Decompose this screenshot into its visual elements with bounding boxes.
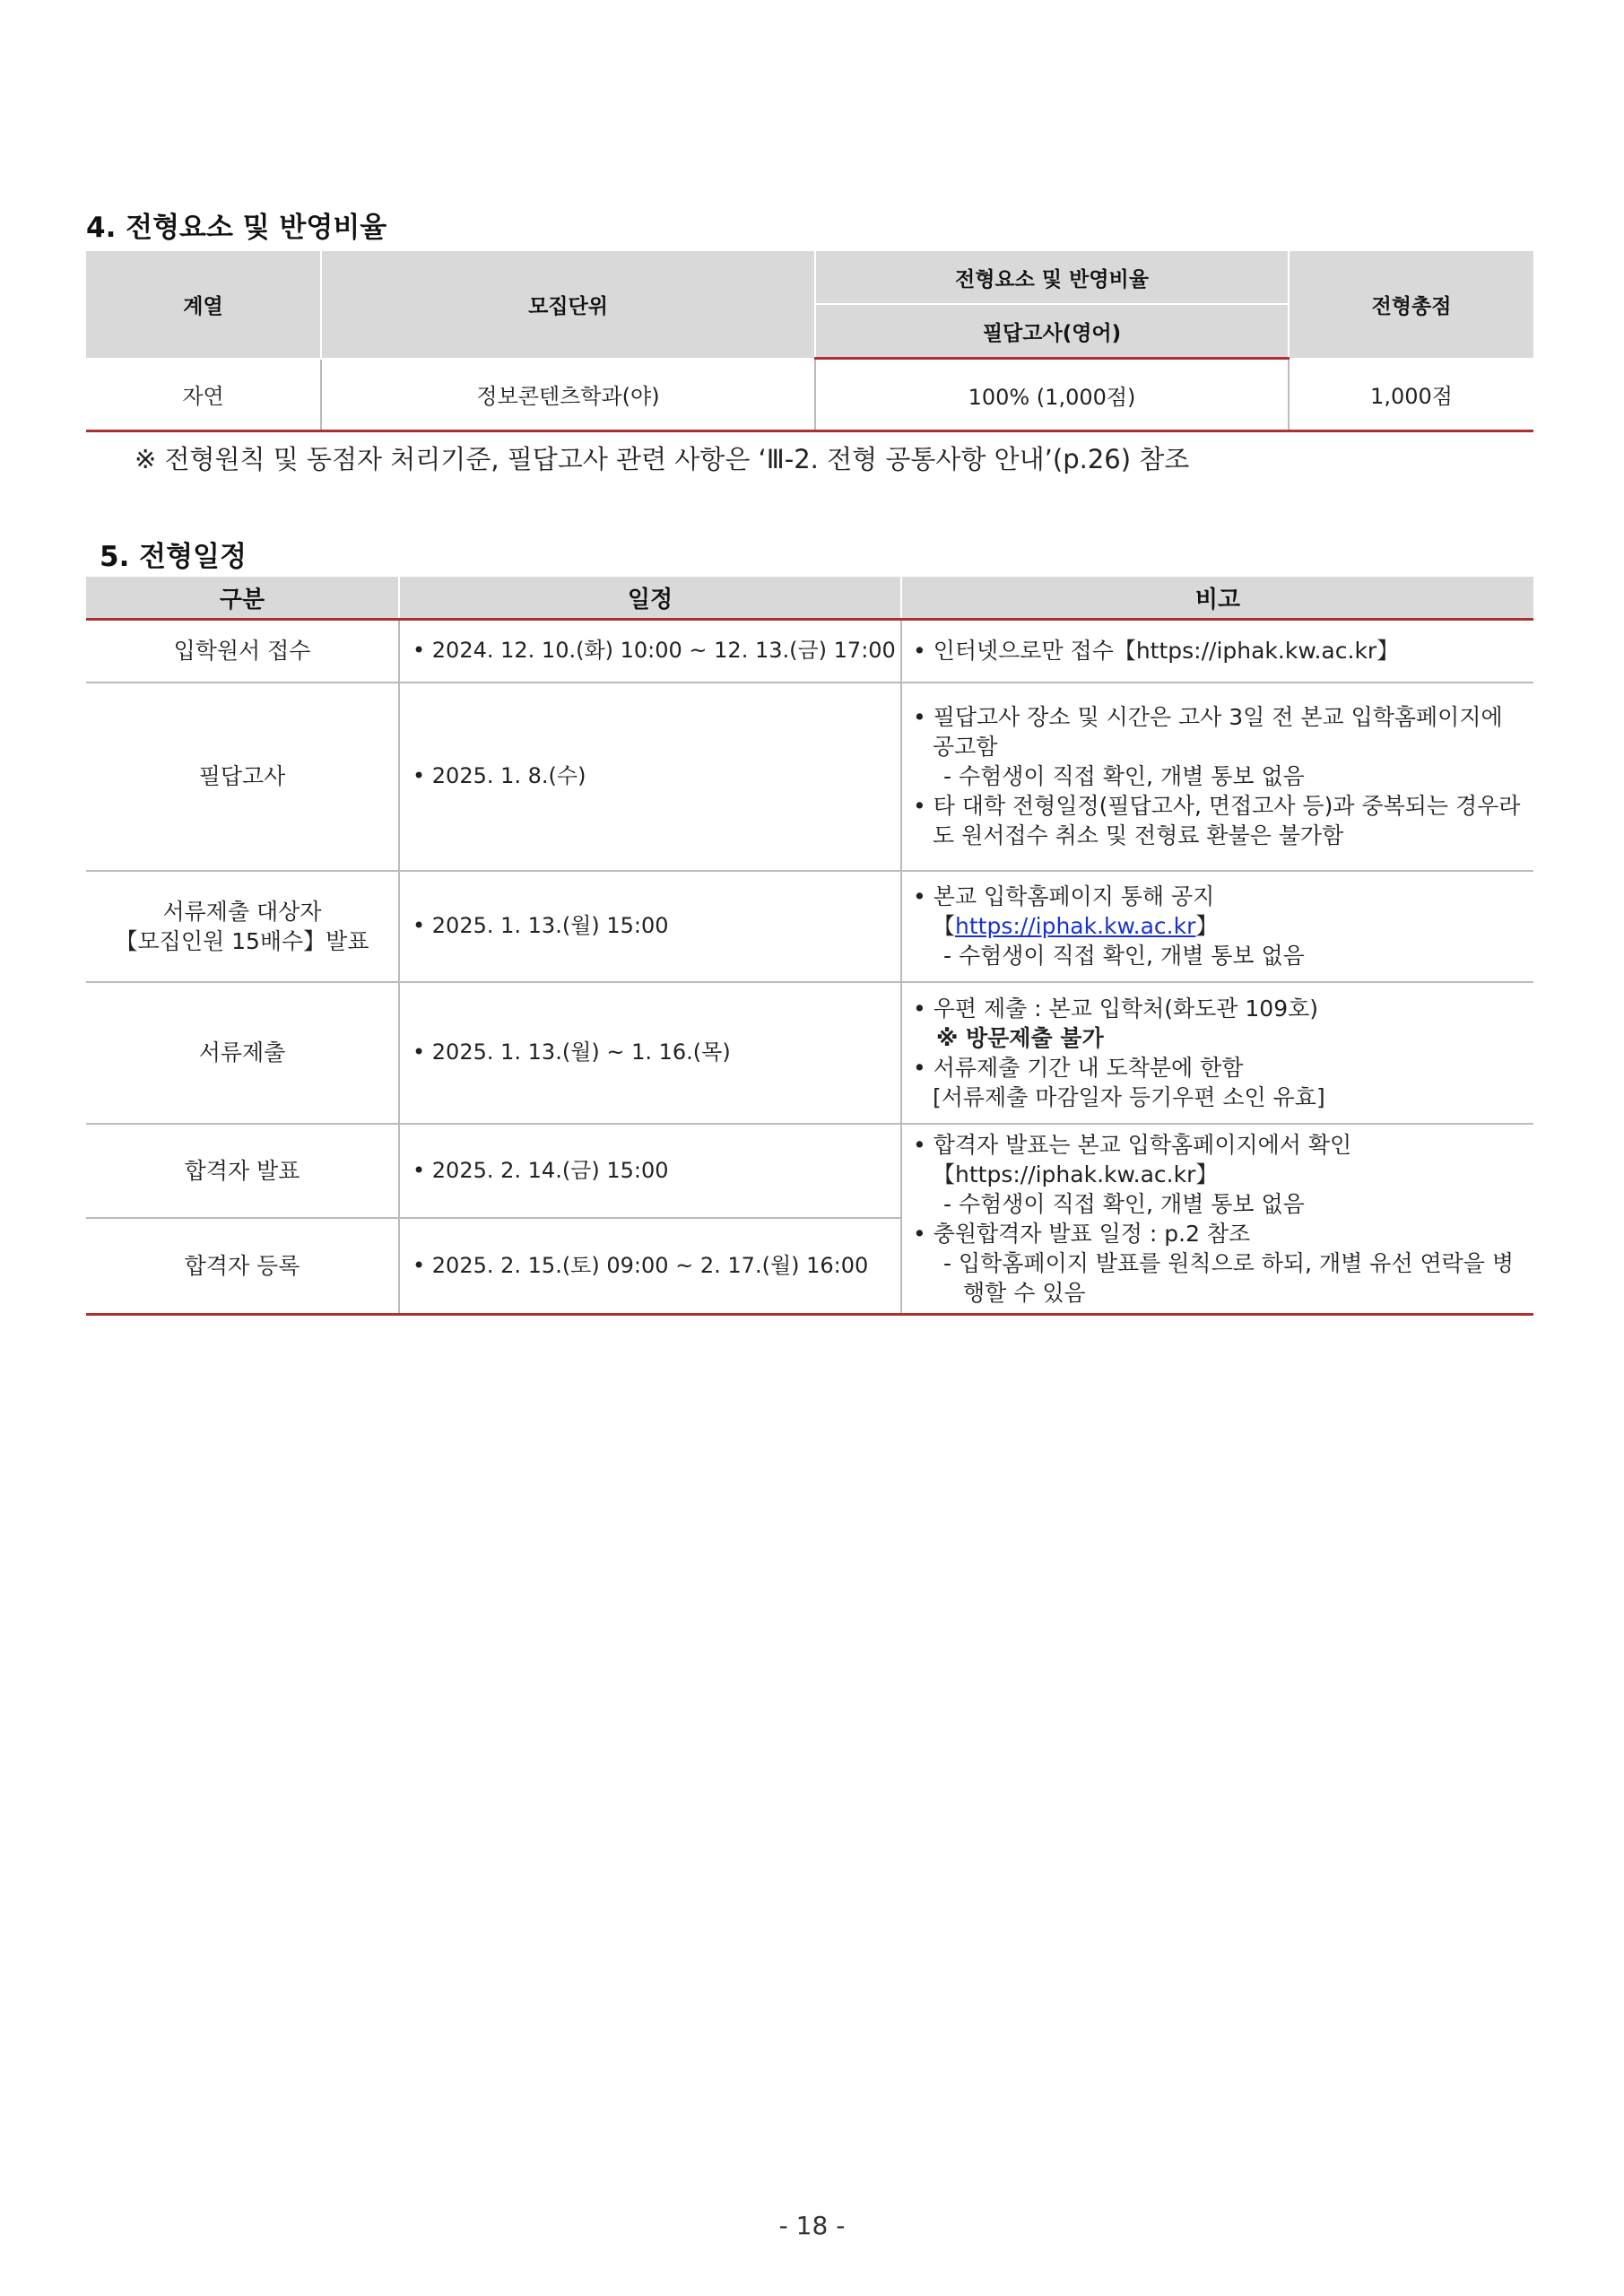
header-elements: 전형요소 및 반영비율 (815, 251, 1289, 304)
remark-line: • 필답고사 장소 및 시간은 고사 3일 전 본교 입학홈페이지에 공고함 (913, 704, 1503, 760)
remark-line: • 타 대학 전형일정(필답고사, 면접고사 등)과 중복되는 경우라도 원서접수 취소 및 전형료 환불은 불가함 (913, 793, 1521, 848)
page-number: - 18 - (778, 2211, 846, 2240)
schedule-table (86, 577, 1533, 1316)
header-remarks: 비고 (901, 577, 1533, 620)
cell-total: 1,000점 (1289, 359, 1533, 431)
header-schedule: 일정 (399, 577, 901, 620)
section-4-note: ※ 전형원칙 및 동점자 처리기준, 필답고사 관련 사항은 ‘Ⅲ-2. 전형 공통사항 안내’(p.26) 참조 (135, 444, 1190, 474)
remark-line: • 우편 제출 : 본교 입학처(화도관 109호) (913, 995, 1319, 1022)
table-row (86, 982, 1533, 1124)
remark-line: • 본교 입학홈페이지 통해 공지 (913, 883, 1215, 909)
row-schedule: • 2024. 12. 10.(화) 10:00 ~ 12. 13.(금) 17:00 (399, 620, 901, 683)
remark-line: - 수험생이 직접 확인, 개별 통보 없음 (943, 763, 1305, 789)
remark-line: - 입학홈페이지 발표를 원칙으로 하되, 개별 유선 연락을 병행할 수 있음 (943, 1249, 1514, 1306)
section-4-title: 4. 전형요소 및 반영비율 (86, 212, 387, 244)
row-category: 합격자 등록 (86, 1218, 399, 1314)
row-remarks (901, 1124, 1533, 1315)
cell-unit: 정보콘텐츠학과(야) (321, 359, 815, 431)
bracket-close: 】 (1195, 913, 1219, 939)
cell-exam: 100% (1,000점) (815, 359, 1289, 431)
row-remarks (901, 982, 1533, 1124)
section-5-title: 5. 전형일정 (100, 541, 247, 573)
row-schedule: • 2025. 2. 14.(금) 15:00 (399, 1124, 901, 1218)
row-schedule: • 2025. 2. 15.(토) 09:00 ~ 2. 17.(월) 16:00 (399, 1218, 901, 1314)
remark-line: [서류제출 마감일자 등기우편 소인 유효] (933, 1083, 1325, 1110)
header-category: 구분 (86, 577, 399, 620)
header-total: 전형총점 (1289, 251, 1533, 359)
row-category (86, 871, 399, 982)
remark-line: • 서류제출 기간 내 도착분에 한함 (913, 1054, 1244, 1081)
bracket-open: 【 (933, 913, 956, 939)
selection-ratio-table (86, 251, 1533, 432)
remark-link-line (913, 911, 1526, 941)
remark-line: • 충원합격자 발표 일정 : p.2 참조 (913, 1220, 1251, 1247)
row-schedule: • 2025. 1. 13.(월) ~ 1. 16.(목) (399, 982, 901, 1124)
category-line: 서류제출 대상자 (162, 898, 322, 925)
row-category: 입학원서 접수 (86, 620, 399, 683)
cell-field: 자연 (86, 359, 321, 431)
remark-line: 【https://iphak.kw.ac.kr】 (933, 1161, 1219, 1187)
table-row (86, 1124, 1533, 1218)
header-field: 계열 (86, 251, 321, 359)
header-unit: 모집단위 (321, 251, 815, 359)
row-category: 서류제출 (86, 982, 399, 1124)
row-schedule: • 2025. 1. 8.(수) (399, 683, 901, 871)
table-row (86, 871, 1533, 982)
row-remarks (901, 683, 1533, 871)
row-category: 합격자 발표 (86, 1124, 399, 1218)
category-line: 【모집인원 15배수】발표 (115, 927, 369, 954)
row-category: 필답고사 (86, 683, 399, 871)
remark-line: - 수험생이 직접 확인, 개별 통보 없음 (943, 1190, 1305, 1217)
row-schedule: • 2025. 1. 13.(월) 15:00 (399, 871, 901, 982)
remark-line: • 합격자 발표는 본교 입학홈페이지에서 확인 (913, 1131, 1352, 1158)
header-exam: 필답고사(영어) (815, 304, 1289, 359)
remark-line: - 수험생이 직접 확인, 개별 통보 없음 (943, 943, 1305, 969)
remark-line-bold: ※ 방문제출 불가 (936, 1024, 1104, 1051)
remark-line: • 인터넷으로만 접수【https://iphak.kw.ac.kr】 (913, 638, 1400, 665)
table-row (86, 683, 1533, 871)
row-remarks (901, 871, 1533, 982)
row-remarks (901, 620, 1533, 683)
admission-link[interactable]: https://iphak.kw.ac.kr (955, 913, 1196, 939)
table-row (86, 620, 1533, 683)
